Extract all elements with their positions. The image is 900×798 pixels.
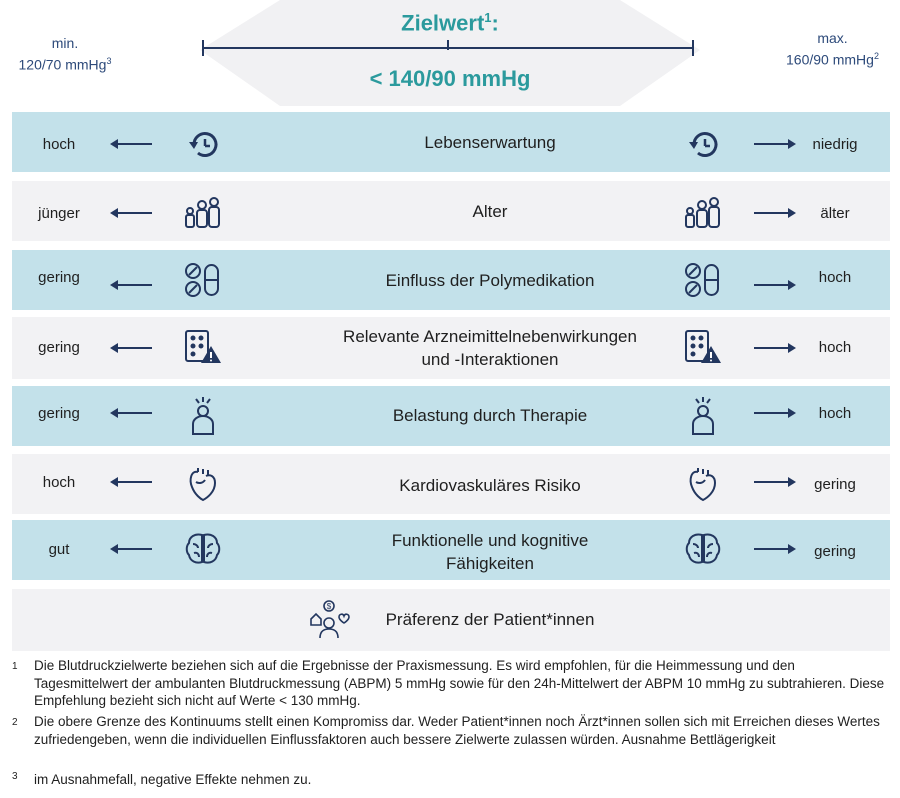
right-label: hoch: [818, 405, 852, 422]
left-label: jünger: [38, 205, 80, 222]
footnote-1: 1 Die Blutdruckzielwerte beziehen sich auf die Ergebnisse der Praxismessung. Es wird empfohlen, für die Heimmessung und den Tagesmittelwert der ambulanten Blutdruckmessung (ABPM) 5 mmHg sowie für den 24h-Mittelwert der ABPM 10 mmHg zu subtrahieren. Diese Empfehlung bezieht sich nicht auf Werte < 130 mmHg.: [12, 658, 885, 708]
family-icon: [184, 195, 222, 229]
factor-label: Belastung durch Therapie: [392, 406, 588, 425]
goal-value: < 140/90 mmHg: [369, 66, 531, 91]
arrow-left-icon: [110, 542, 154, 556]
factor-row-age: [12, 181, 890, 241]
stressed-person-icon: [188, 396, 218, 436]
left-label: gering: [38, 339, 80, 356]
right-label: älter: [820, 205, 850, 222]
range-tick-min: [202, 40, 204, 56]
range-tick-max: [692, 40, 694, 56]
right-label: gering: [814, 543, 856, 560]
arrow-left-icon: [110, 406, 154, 420]
factor-row-adverse-effects: [12, 317, 890, 379]
svg-text:$: $: [326, 602, 332, 611]
factor-row-functional-cognitive: [12, 520, 890, 580]
factor-label: Einfluss der Polymedikation: [385, 271, 595, 290]
left-label: hoch: [42, 136, 76, 153]
patient-preference-row: [12, 589, 890, 651]
left-label: gut: [48, 541, 70, 558]
factor-label: Relevante Arzneimittelnebenwirkungen und -Interaktionen: [343, 327, 637, 369]
brain-icon: [685, 532, 721, 566]
right-label: hoch: [818, 269, 852, 286]
factor-label: Lebenserwartung: [424, 133, 556, 152]
left-label: gering: [38, 269, 80, 286]
left-label: gering: [38, 405, 80, 422]
stressed-person-icon: [688, 396, 718, 436]
footnote-3: 3 im Ausnahmefall, negative Effekte nehmen zu.: [12, 771, 312, 787]
left-label: hoch: [42, 474, 76, 491]
arrow-left-icon: [110, 341, 154, 355]
factor-label: Kardiovaskuläres Risiko: [399, 476, 581, 495]
heart-icon: [187, 466, 219, 502]
heart-icon: [687, 466, 719, 502]
brain-icon: [185, 532, 221, 566]
blister-warning-icon: [184, 329, 222, 365]
arrow-left-icon: [110, 475, 154, 489]
factor-label: Alter: [472, 202, 508, 221]
arrow-left-icon: [110, 137, 154, 151]
family-icon: [684, 195, 722, 229]
arrow-left-icon: [110, 278, 154, 292]
factor-row-life-expectancy: [12, 112, 890, 172]
history-clock-icon: [188, 130, 220, 160]
pills-icon: [684, 262, 722, 298]
factor-row-polymedication: [12, 250, 890, 310]
range-tick-center: [447, 40, 449, 50]
right-label: hoch: [818, 339, 852, 356]
arrow-left-icon: [110, 206, 154, 220]
factor-row-cardiovascular-risk: [12, 454, 890, 514]
footnote-2: 2 Die obere Grenze des Kontinuums stellt einen Kompromiss dar. Weder Patient*innen noch Ärzt*innen sollen sich mit Erreichen dieses Wertes zufriedengeben, wenn die individuellen Einflussfaktoren auch bessere Zielwerte zulassen würden. Ausnahme Bettlägerigkeit: [12, 714, 880, 747]
factor-label: Präferenz der Patient*innen: [385, 610, 595, 629]
factor-label: Funktionelle und kognitive Fähigkeiten: [391, 531, 589, 573]
right-label: niedrig: [812, 136, 858, 153]
right-label: gering: [814, 476, 856, 493]
factor-row-therapy-burden: [12, 386, 890, 446]
min-threshold: min. 120/70 mmHg$^3$: [18, 35, 112, 73]
goal-title: Zielwert$^1$:: [401, 10, 499, 36]
blister-warning-icon: [684, 329, 722, 365]
history-clock-icon: [688, 130, 720, 160]
max-threshold: max. 160/90 mmHg$^2$: [786, 30, 879, 68]
pills-icon: [184, 262, 222, 298]
